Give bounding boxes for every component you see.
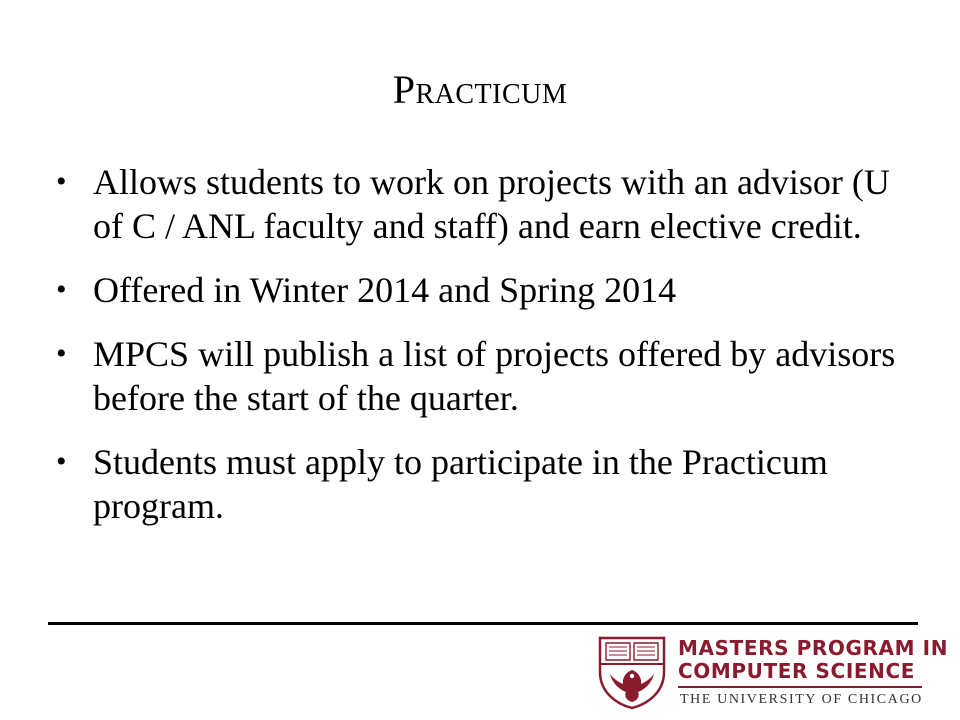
logo-divider — [678, 686, 922, 688]
bullet-item — [56, 332, 916, 420]
bullet-text: Allows students to work on projects with an advisor (U of C / ANL faculty and staff) and earn elective credit. — [93, 162, 890, 246]
bullet-item — [56, 160, 916, 248]
bullet-dot-icon: • — [56, 445, 67, 478]
logo-text-line-1: MASTERS PROGRAM IN — [678, 636, 949, 660]
footer-divider — [48, 622, 918, 625]
logo-text-university: THE UNIVERSITY OF CHICAGO — [680, 692, 923, 707]
slide-title: Practicum — [392, 67, 568, 112]
bullet-dot-icon: • — [56, 165, 67, 198]
logo-text-line-2: COMPUTER SCIENCE — [678, 659, 916, 683]
bullet-list — [56, 160, 916, 548]
bullet-item — [56, 440, 916, 528]
bullet-item — [56, 268, 916, 312]
bullet-dot-icon: • — [56, 337, 67, 370]
university-crest-icon — [596, 634, 668, 710]
bullet-text: MPCS will publish a list of projects offered by advisors before the start of the quarter. — [93, 334, 896, 418]
bullet-dot-icon: • — [56, 273, 67, 306]
bullet-text: Students must apply to participate in the Practicum program. — [93, 442, 828, 526]
bullet-text: Offered in Winter 2014 and Spring 2014 — [93, 270, 677, 310]
program-logo — [596, 632, 949, 712]
